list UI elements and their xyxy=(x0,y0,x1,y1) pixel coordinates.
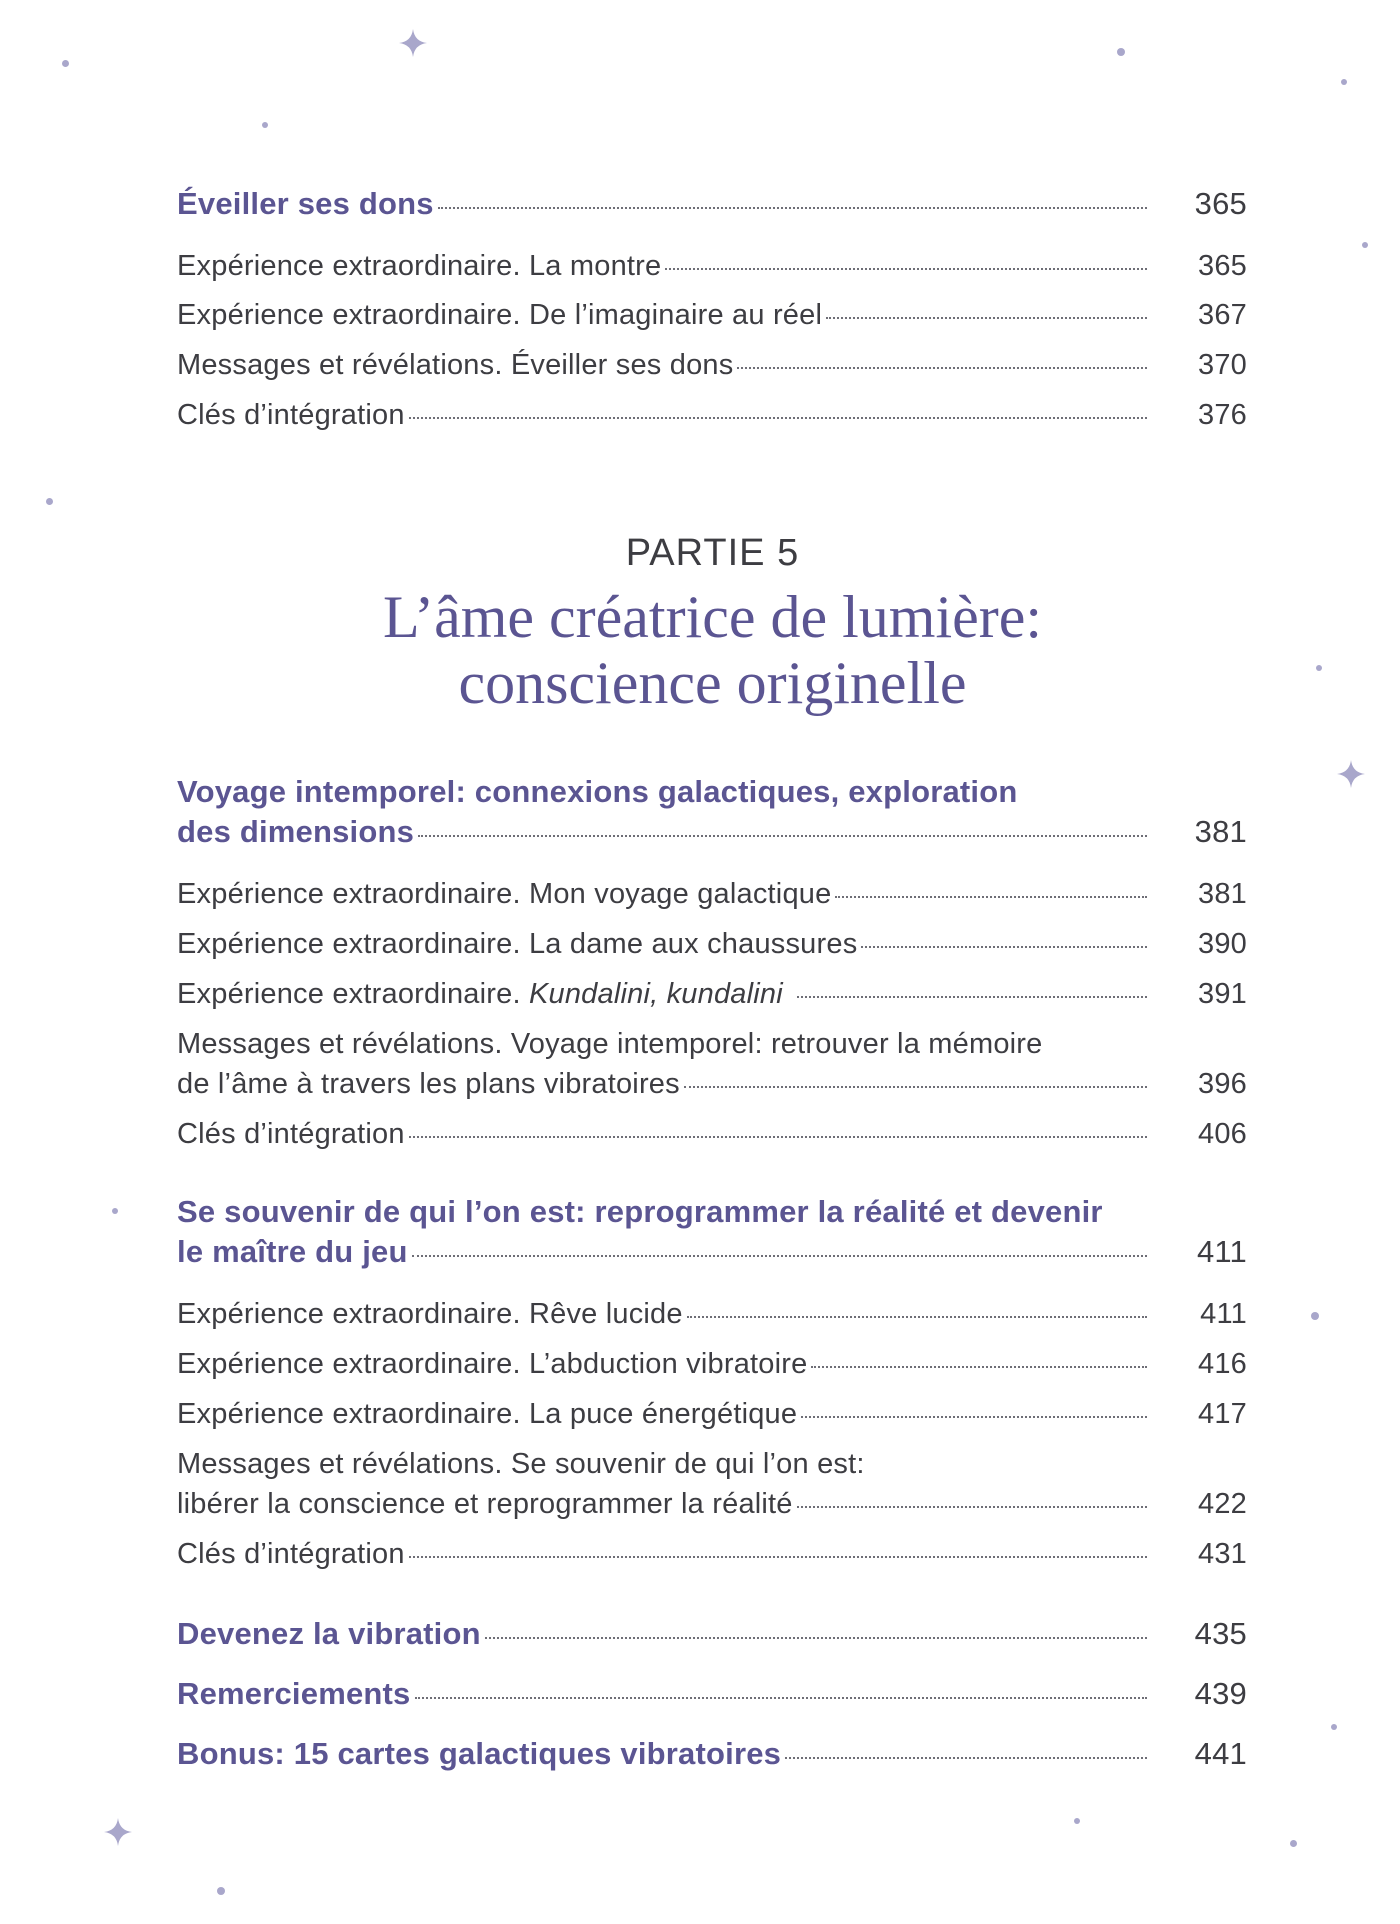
sparkle-icon xyxy=(1337,760,1365,788)
dot-leader xyxy=(485,1635,1147,1639)
dot-leader xyxy=(684,1084,1147,1088)
toc-entry[interactable] xyxy=(177,1114,1247,1154)
dot-leader xyxy=(409,415,1147,419)
star-dot-icon xyxy=(1290,1840,1297,1847)
toc-section-bonus[interactable] xyxy=(177,1734,1247,1774)
toc-title: Expérience extraordinaire. De l’imaginaire au réel xyxy=(177,299,823,331)
toc-page-number: 422 xyxy=(1198,1488,1247,1520)
dot-leader xyxy=(835,894,1147,898)
dot-leader xyxy=(412,1253,1147,1257)
toc-entry[interactable] xyxy=(177,1064,1247,1104)
toc-title: Expérience extraordinaire. La montre xyxy=(177,250,662,282)
toc-entry[interactable] xyxy=(177,1344,1247,1384)
dot-leader xyxy=(737,365,1147,369)
part-title-line1: L’âme créatrice de lumière: xyxy=(382,584,1043,650)
dot-leader xyxy=(785,1755,1147,1759)
star-dot-icon xyxy=(262,122,268,128)
toc-title: Expérience extraordinaire. Rêve lucide xyxy=(177,1298,683,1330)
toc-title: Expérience extraordinaire. Mon voyage galactique xyxy=(177,878,832,910)
toc-title-italic: Kundalini, kundalini xyxy=(528,978,783,1010)
toc-title: Remerciements xyxy=(177,1676,411,1711)
toc-entry-line1[interactable]: Messages et révélations. Voyage intemporel: retrouver la mémoire xyxy=(177,1028,1043,1060)
toc-title: Devenez la vibration xyxy=(177,1616,481,1651)
toc-section-devenez[interactable] xyxy=(177,1614,1247,1654)
dot-leader xyxy=(665,266,1147,270)
dot-leader xyxy=(826,315,1147,319)
toc-title: des dimensions xyxy=(177,814,415,849)
toc-title: Bonus: 15 cartes galactiques vibratoires xyxy=(177,1736,782,1771)
toc-title: Clés d’intégration xyxy=(177,1118,405,1150)
toc-entry[interactable] xyxy=(177,246,1247,286)
toc-title: Éveiller ses dons xyxy=(177,186,434,221)
toc-page-number: 417 xyxy=(1198,1398,1247,1430)
toc-entry[interactable] xyxy=(177,924,1247,964)
toc-entry[interactable] xyxy=(177,1484,1247,1524)
toc-page-number: 370 xyxy=(1198,349,1247,381)
toc-entry[interactable] xyxy=(177,345,1247,385)
toc-page-number: 406 xyxy=(1198,1118,1247,1150)
dot-leader xyxy=(409,1554,1147,1558)
star-dot-icon xyxy=(46,498,53,505)
toc-title: libérer la conscience et reprogrammer la réalité xyxy=(177,1488,793,1520)
toc-page-number: 411 xyxy=(1196,1234,1247,1269)
dot-leader xyxy=(438,205,1147,209)
toc-page-number: 381 xyxy=(1198,878,1247,910)
toc-page-number: 367 xyxy=(1198,299,1247,331)
star-dot-icon xyxy=(1331,1724,1337,1730)
toc-title: Expérience extraordinaire. L’abduction vibratoire xyxy=(177,1348,808,1380)
toc-title: le maître du jeu xyxy=(177,1234,408,1269)
toc-page-number: 381 xyxy=(1194,814,1247,849)
star-dot-icon xyxy=(1117,48,1125,56)
toc-section-voyage-line1[interactable]: Voyage intemporel: connexions galactiques, exploration xyxy=(177,774,1018,809)
toc-page-number: 390 xyxy=(1198,928,1247,960)
toc-title: Expérience extraordinaire. La dame aux chaussures xyxy=(177,928,858,960)
toc-entry[interactable] xyxy=(177,874,1247,914)
toc-title: Expérience extraordinaire. La puce énergétique xyxy=(177,1398,798,1430)
dot-leader xyxy=(418,833,1147,837)
toc-page-number: 435 xyxy=(1194,1616,1247,1651)
toc-page-number: 365 xyxy=(1198,250,1247,282)
dot-leader xyxy=(811,1364,1147,1368)
toc-page-number: 431 xyxy=(1198,1538,1247,1570)
star-dot-icon xyxy=(1311,1312,1319,1320)
dot-leader xyxy=(801,1414,1147,1418)
toc-section-voyage[interactable] xyxy=(177,812,1247,852)
toc-entry[interactable] xyxy=(177,295,1247,335)
toc-entry-line1[interactable]: Messages et révélations. Se souvenir de qui l’on est: xyxy=(177,1448,865,1480)
toc-entry[interactable] xyxy=(177,1394,1247,1434)
toc-title: de l’âme à travers les plans vibratoires xyxy=(177,1068,680,1100)
toc-title xyxy=(177,974,783,1014)
part-title-line2: conscience originelle xyxy=(458,650,967,716)
star-dot-icon xyxy=(1362,242,1368,248)
toc-page-number: 441 xyxy=(1194,1736,1247,1771)
toc-title-prefix: Expérience extraordinaire. xyxy=(177,978,529,1010)
toc-entry[interactable] xyxy=(177,395,1247,435)
toc-page-number: 411 xyxy=(1200,1298,1247,1330)
dot-leader xyxy=(797,1504,1147,1508)
star-dot-icon xyxy=(1341,79,1347,85)
dot-leader xyxy=(409,1134,1147,1138)
toc-section-souvenir[interactable] xyxy=(177,1232,1247,1272)
star-dot-icon xyxy=(1074,1818,1080,1824)
toc-title: Messages et révélations. Éveiller ses dons xyxy=(177,349,734,381)
dot-leader xyxy=(797,994,1147,998)
sparkle-icon xyxy=(399,29,427,57)
toc-page-number: 416 xyxy=(1198,1348,1247,1380)
toc-title: Clés d’intégration xyxy=(177,1538,405,1570)
sparkle-icon xyxy=(104,1818,132,1846)
toc-entry[interactable] xyxy=(177,1534,1247,1574)
toc-page-number: 376 xyxy=(1198,399,1247,431)
toc-page-number: 396 xyxy=(1198,1068,1247,1100)
toc-entry[interactable] xyxy=(177,974,1247,1014)
star-dot-icon xyxy=(217,1887,225,1895)
toc-page-number: 391 xyxy=(1198,978,1247,1010)
star-dot-icon xyxy=(112,1208,118,1214)
toc-section-remerciements[interactable] xyxy=(177,1674,1247,1714)
toc-section-eveiller[interactable] xyxy=(177,184,1247,224)
dot-leader xyxy=(687,1314,1147,1318)
toc-page-number: 365 xyxy=(1194,186,1247,221)
star-dot-icon xyxy=(62,60,69,67)
toc-section-souvenir-line1[interactable]: Se souvenir de qui l’on est: reprogrammer la réalité et devenir xyxy=(177,1194,1103,1229)
toc-title: Clés d’intégration xyxy=(177,399,405,431)
part-label: PARTIE 5 xyxy=(625,532,800,574)
dot-leader xyxy=(861,944,1147,948)
dot-leader xyxy=(415,1695,1148,1699)
toc-page-number: 439 xyxy=(1194,1676,1247,1711)
toc-entry[interactable] xyxy=(177,1294,1247,1334)
